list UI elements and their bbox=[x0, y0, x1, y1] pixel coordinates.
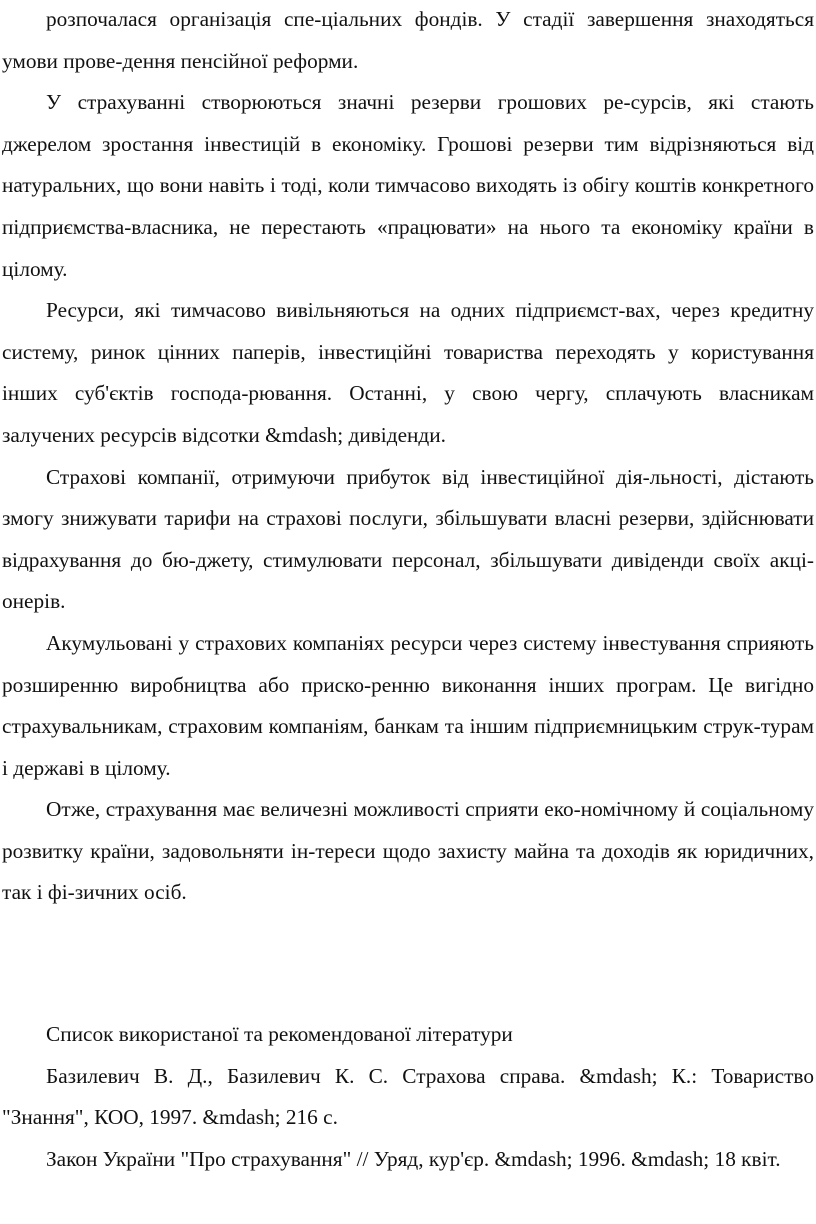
paragraph-pension-reform: розпочалася організація спе-ціальних фондів. У стадії завершення знаходяться умови прове-дення пенсійної реформи. bbox=[2, 7, 814, 73]
reference-item: Закон України "Про страхування" // Уряд, кур'єр. &mdash; 1996. &mdash; 18 квіт. bbox=[46, 1146, 781, 1171]
paragraph-accumulated-resources: Акумульовані у страхових компаніях ресурси через систему інвестування сприяють розширенню виробництва або приско-ренню виконання інших програм. Це вигідно страхувальникам, страховим компаніям, банкам та іншим підприємницьким струк-турам і державі в цілому. bbox=[2, 630, 814, 780]
paragraph-freed-resources: Ресурси, які тимчасово вивільняються на одних підприємст-вах, через кредитну систему, ринок цінних паперів, інвестиційні товариства переходять у користування інших суб'єктів господа-рювання. Останні, у свою чергу, сплачують власникам залучених ресурсів відсотки &mdash; дивіденди. bbox=[2, 298, 814, 447]
paragraph-conclusion: Отже, страхування має величезні можливості сприяти еко-номічному й соціальному розвитку країни, задовольняти ін-тереси щодо захисту майна та доходів як юридичних, так і фі-зичних осіб. bbox=[2, 797, 814, 905]
section-spacer bbox=[2, 914, 814, 1014]
paragraph-insurance-reserves: У страхуванні створюються значні резерви грошових ре-сурсів, які стають джерелом зростання інвестицій в економіку. Грошові резерви тим відрізняються від натуральних, що вони навіть і тоді, коли тимчасово виходять із обігу коштів конкретного підприємства-власника, не перестають «працювати» на нього та економіку країни в цілому. bbox=[2, 90, 814, 281]
reference-item: Базилевич В. Д., Базилевич К. С. Страхова справа. &mdash; К.: Товариство "Знання", КОО, 1997. &mdash; 216 с. bbox=[2, 1063, 814, 1130]
paragraph-investment-income: Страхові компанії, отримуючи прибуток від інвестиційної дія-льності, дістають змогу знижувати тарифи на страхові послуги, збільшувати власні резерви, здійснювати відрахування до бю-джету, стимулювати персонал, збільшувати дивіденди своїх акці-онерів. bbox=[2, 464, 814, 614]
references-heading: Список використаної та рекомендованої літератури bbox=[46, 1022, 513, 1047]
